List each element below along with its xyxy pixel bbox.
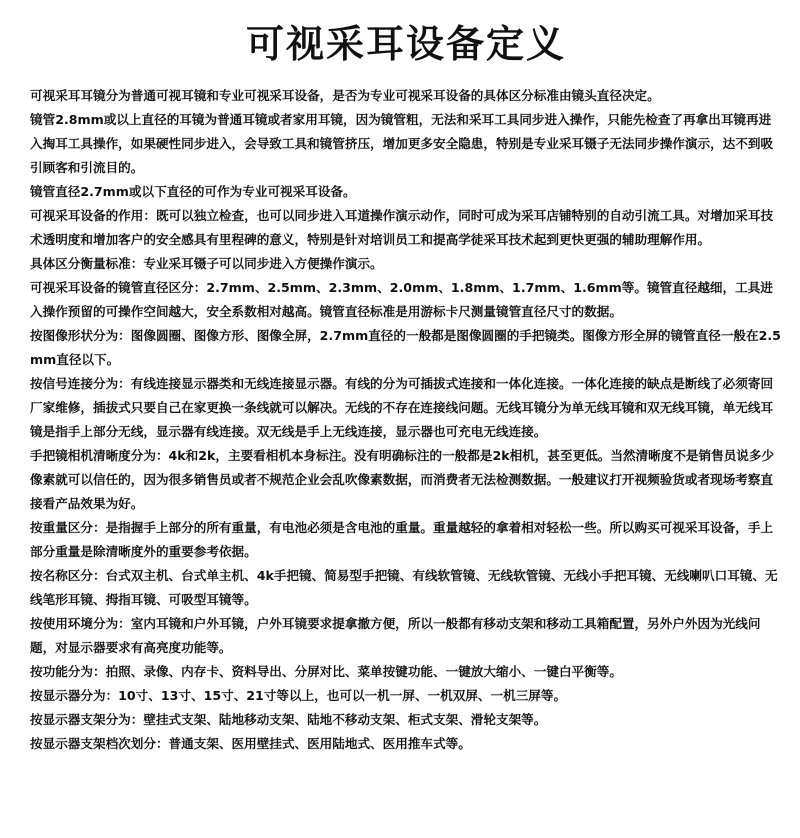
paragraph-camera-clarity: 手把镜相机清晰度分为：4k和2k，主要看相机本身标注。没有明确标注的一般都是2k相机，甚至更低。当然清晰度不是销售员说多少像素就可以信任的，因为很多销售员或者不规范企业会乱吹像素数据，而消费者无法检测数据。一般建议打开视频验货或者现场考察直接看产品效果为好。 (30, 448, 775, 511)
document-body (30, 84, 782, 756)
paragraph-device-function: 可视采耳设备的作用：既可以独立检查，也可以同步进入耳道操作演示动作，同时可成为采耳店铺特别的自动引流工具。对增加采耳技术透明度和增加客户的安全感具有里程碑的意义，特别是针对培训员工和提高学徒采耳技术起到更快更强的辅助理解作用。 (30, 208, 774, 247)
page-title: 可视采耳设备定义 (245, 22, 566, 66)
paragraph-intro: 可视采耳耳镜分为普通可视耳镜和专业可视采耳设备，是否为专业可视采耳设备的具体区分标准由镜头直径决定。 (30, 88, 660, 103)
paragraph-weight: 按重量区分：是指握手上部分的所有重量，有电池必须是含电池的重量。重量越轻的拿着相对轻松一些。所以购买可视采耳设备，手上部分重量是除清晰度外的重要参考依据。 (30, 520, 774, 559)
paragraph-monitor-stand-grade: 按显示器支架档次划分：普通支架、医用壁挂式、医用陆地式、医用推车式等。 (30, 736, 471, 751)
paragraph-image-shape: 按图像形状分为：图像圆圈、图像方形、图像全屏，2.7mm直径的一般都是图像圆圈的手把镜类。图像方形全屏的镜管直径一般在2.5mm直径以下。 (30, 328, 781, 367)
paragraph-monitor-stand: 按显示器支架分为：壁挂式支架、陆地移动支架、陆地不移动支架、柜式支架、滑轮支架等。 (30, 712, 547, 727)
paragraph-tube-diameters: 可视采耳设备的镜管直径区分：2.7mm、2.5mm、2.3mm、2.0mm、1.8mm、1.7mm、1.6mm等。镜管直径越细，工具进入操作预留的可操作空间越大，安全系数相对越高。镜管直径标准是用游标卡尺测量镜管直径尺寸的数据。 (30, 280, 773, 319)
paragraph-signal-connection: 按信号连接分为：有线连接显示器类和无线连接显示器。有线的分为可插拔式连接和一体化连接。一体化连接的缺点是断线了必须寄回厂家维修，插拔式只要自己在家更换一条线就可以解决。无线的不存在连接线问题。无线耳镜分为单无线耳镜和双无线耳镜，单无线耳镜是指手上部分无线，显示器有线连接。双无线是手上无线连接，显示器也可充电无线连接。 (30, 376, 774, 439)
paragraph-measurement-standard: 具体区分衡量标准：专业采耳镊子可以同步进入方便操作演示。 (30, 256, 383, 271)
paragraph-professional-diameter: 镜管直径2.7mm或以下直径的可作为专业可视采耳设备。 (30, 184, 356, 199)
paragraph-monitor: 按显示器分为：10寸、13寸、15寸、21寸等以上，也可以一机一屏、一机双屏、一机三屏等。 (30, 688, 567, 703)
paragraph-functions: 按功能分为：拍照、录像、内存卡、资料导出、分屏对比、菜单按键功能、一键放大缩小、一键白平衡等。 (30, 664, 622, 679)
paragraph-ordinary-otoscope: 镜管2.8mm或以上直径的耳镜为普通耳镜或者家用耳镜，因为镜管粗，无法和采耳工具同步进入操作，只能先检查了再拿出耳镜再进入掏耳工具操作，如果硬性同步进入，会导致工具和镜管挤压，增加更多安全隐患，特别是专业采耳镊子无法同步操作演示，达不到吸引顾客和引流目的。 (30, 112, 774, 175)
paragraph-names: 按名称区分：台式双主机、台式单主机、4k手把镜、简易型手把镜、有线软管镜、无线软管镜、无线小手把耳镜、无线喇叭口耳镜、无线笔形耳镜、拇指耳镜、可吸型耳镜等。 (30, 568, 778, 607)
paragraph-environment: 按使用环境分为：室内耳镜和户外耳镜，户外耳镜要求提拿撤方便，所以一般都有移动支架和移动工具箱配置，另外户外因为光线问题，对显示器要求有高亮度功能等。 (30, 616, 761, 655)
